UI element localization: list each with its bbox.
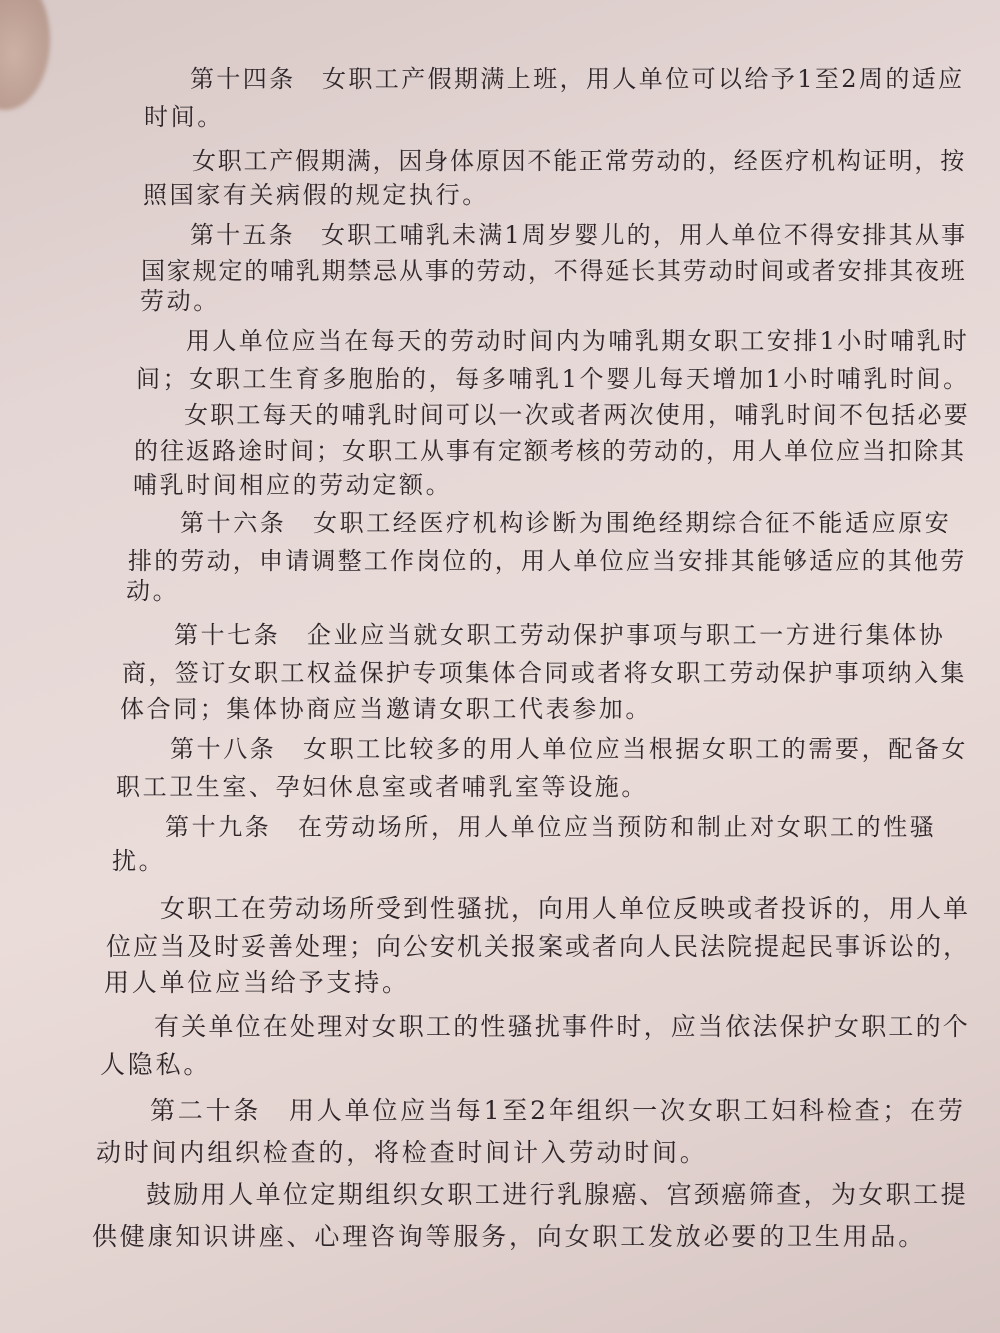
text-line: 第十六条 女职工经医疗机构诊断为围绝经期综合征不能适应原安 <box>180 509 952 537</box>
text-line: 用人单位应当给予支持。 <box>104 968 410 997</box>
text-line: 有关单位在处理对女职工的性骚扰事件时，应当依法保护女职工的个 <box>154 1012 971 1041</box>
text-line: 劳动。 <box>140 287 220 315</box>
text-line: 第二十条 用人单位应当每1至2年组织一次女职工妇科检查；在劳 <box>150 1096 966 1125</box>
text-line: 用人单位应当在每天的劳动时间内为哺乳期女职工安排1小时哺乳时 <box>186 327 970 355</box>
text-line: 扰。 <box>112 847 166 875</box>
text-line: 的往返路途时间；女职工从事有定额考核的劳动的，用人单位应当扣除其 <box>134 437 966 465</box>
text-line: 第十五条 女职工哺乳未满1周岁婴儿的，用人单位不得安排其从事 <box>190 221 968 249</box>
text-line: 第十八条 女职工比较多的用人单位应当根据女职工的需要，配备女 <box>170 735 968 763</box>
text-line: 排的劳动，申请调整工作岗位的，用人单位应当安排其能够适应的其他劳 <box>128 547 967 575</box>
text-line: 动。 <box>126 577 180 605</box>
text-line: 鼓励用人单位定期组织女职工进行乳腺癌、宫颈癌筛查，为女职工提 <box>146 1180 969 1209</box>
text-line: 位应当及时妥善处理；向公安机关报案或者向人民法院提起民事诉讼的， <box>106 932 971 961</box>
text-line: 照国家有关病假的规定执行。 <box>143 181 489 209</box>
text-line: 第十九条 在劳动场所，用人单位应当预防和制止对女职工的性骚 <box>165 813 937 841</box>
text-line: 人隐私。 <box>100 1050 212 1079</box>
text-line: 间；女职工生育多胞胎的，每多哺乳1个婴儿每天增加1小时哺乳时间。 <box>136 365 970 393</box>
text-line: 商，签订女职工权益保护专项集体合同或者将女职工劳动保护事项纳入集 <box>122 659 967 687</box>
text-line: 第十四条 女职工产假期满上班，用人单位可以给予1至2周的适应 <box>190 65 965 93</box>
text-line: 时间。 <box>144 103 224 131</box>
text-line: 女职工产假期满，因身体原因不能正常劳动的，经医疗机构证明，按 <box>192 147 966 175</box>
text-line: 职工卫生室、孕妇休息室或者哺乳室等设施。 <box>116 773 648 801</box>
text-line: 哺乳时间相应的劳动定额。 <box>133 471 453 499</box>
text-line: 第十七条 企业应当就女职工劳动保护事项与职工一方进行集体协 <box>174 621 946 649</box>
text-line: 供健康知识讲座、心理咨询等服务，向女职工发放必要的卫生用品。 <box>92 1222 927 1251</box>
text-line: 国家规定的哺乳期禁忌从事的劳动，不得延长其劳动时间或者安排其夜班 <box>141 257 967 285</box>
text-line: 女职工在劳动场所受到性骚扰，向用人单位反映或者投诉的，用人单 <box>160 894 971 923</box>
text-line: 动时间内组织检查的，将检查时间计入劳动时间。 <box>96 1138 708 1167</box>
text-line: 女职工每天的哺乳时间可以一次或者两次使用，哺乳时间不包括必要 <box>184 401 970 429</box>
text-line: 体合同；集体协商应当邀请女职工代表参加。 <box>120 695 652 723</box>
